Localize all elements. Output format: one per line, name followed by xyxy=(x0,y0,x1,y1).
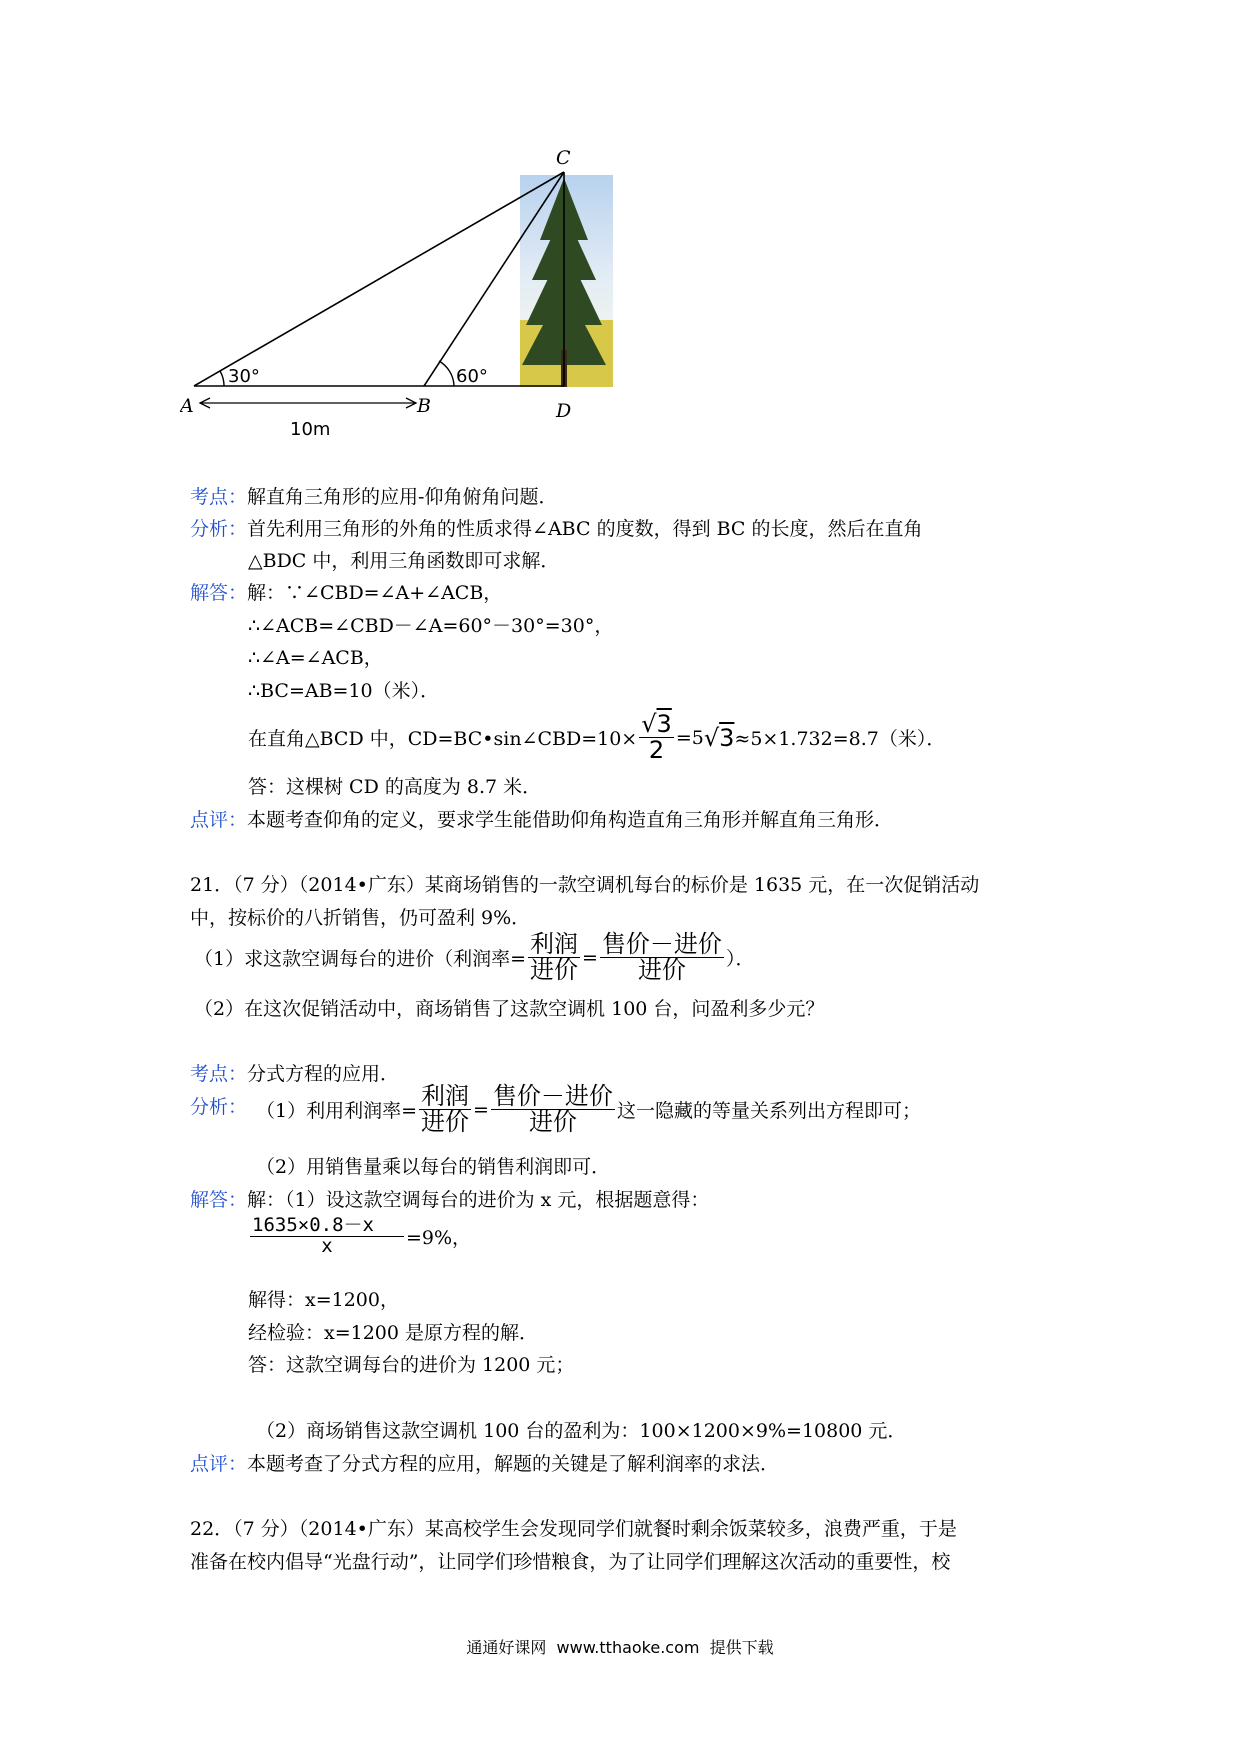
sqrt3-numerator: √3 xyxy=(641,710,672,738)
profit-rate-fraction-2 xyxy=(600,932,724,983)
kaodian-text: 解直角三角形的应用-仰角俯角问题． xyxy=(247,486,558,508)
fenxi-post: 这一隐藏的等量关系列出方程即可； xyxy=(616,1100,921,1123)
fenxi-pre: （1）利用利润率= xyxy=(256,1100,418,1123)
eq-denominator: x xyxy=(321,1234,333,1257)
frac-num: 售价－进价 xyxy=(601,930,722,958)
q20-kaodian: 考点：解直角三角形的应用-仰角俯角问题． xyxy=(190,486,558,508)
q21-stem-line2: 中，按标价的八折销售，仍可盈利 9%． xyxy=(190,907,531,929)
label-jieda: 解答 xyxy=(190,582,229,604)
frac-num: 利润 xyxy=(530,930,579,958)
profit-rate-fraction-4 xyxy=(491,1084,615,1135)
label-angle-A: 30° xyxy=(228,366,260,387)
sqrt3-over-2-fraction xyxy=(639,712,674,763)
q22-stem-line2: 准备在校内倡导“光盘行动”，让同学们珍惜粮食，为了让同学们理解这次活动的重要性，校 xyxy=(190,1551,951,1573)
fraction-denominator: 2 xyxy=(648,736,665,765)
q20-jieda-line5 xyxy=(248,712,945,763)
label-A: A xyxy=(180,395,194,417)
q21-jieda-line5: 答：这款空调每台的进价为 1200 元； xyxy=(248,1354,575,1376)
q20-jieda-line2: ∴∠ACB=∠CBD－∠A=60°－30°=30°， xyxy=(248,615,614,637)
q22-stem-line1: 22．（7 分）（2014•广东）某高校学生会发现同学们就餐时剩余饭菜较多，浪费严重，于是 xyxy=(190,1518,957,1540)
label-D: D xyxy=(556,400,572,422)
q21-fenxi-label: 分析： xyxy=(190,1096,248,1118)
part1-post: ）． xyxy=(725,948,755,971)
part1-pre: （1）求这款空调每台的进价（利润率= xyxy=(194,948,527,971)
triangle-tree-figure xyxy=(180,150,640,440)
dianping-text: 本题考查仰角的定义，要求学生能借助仰角构造直角三角形并解直角三角形． xyxy=(247,809,894,831)
jieda-line: 解：（1）设这款空调每台的进价为 x 元，根据题意得： xyxy=(247,1189,710,1211)
page-footer: 通通好课网 www.tthaoke.com 提供下载 xyxy=(466,1638,774,1657)
q21-equation xyxy=(248,1216,471,1257)
q21-jieda-line4: 经检验：x=1200 是原方程的解． xyxy=(248,1322,539,1344)
frac-den: 进价 xyxy=(637,956,686,985)
dianping-text: 本题考查了分式方程的应用，解题的关键是了解利润率的求法． xyxy=(247,1453,780,1475)
q20-dianping: 点评：本题考查仰角的定义，要求学生能借助仰角构造直角三角形并解直角三角形． xyxy=(190,809,894,831)
eq-numerator: 1635×0.8－x xyxy=(250,1216,404,1237)
label-fenxi: 分析 xyxy=(190,1096,229,1118)
label-angle-B: 60° xyxy=(456,366,488,387)
jieda-line: 解：∵∠CBD=∠A+∠ACB， xyxy=(247,582,503,604)
cd-formula-mid: =5 xyxy=(675,726,704,749)
q21-jieda-line6: （2）商场销售这款空调机 100 台的盈利为：100×1200×9%=10800 元． xyxy=(256,1420,907,1442)
fenxi-text: 首先利用三角形的外角的性质求得∠ABC 的度数，得到 BC 的长度，然后在直角 xyxy=(247,518,923,540)
q21-dianping: 点评：本题考查了分式方程的应用，解题的关键是了解利润率的求法． xyxy=(190,1453,780,1475)
label-kaodian: 考点 xyxy=(190,486,229,508)
cd-formula-post: ≈5×1.732=8.7（米）． xyxy=(734,728,946,751)
q20-jieda-line3: ∴∠A=∠ACB， xyxy=(248,647,383,669)
q21-fenxi-line1: （1）利用利润率= $\frac{\text{利润}}{\text{进价}}$ = $\frac{\text{售价－进价}}{\text{进价}}$ 这一隐藏的等量关系列出方程即可； xyxy=(256,1082,921,1137)
q20-fenxi: 分析：首先利用三角形的外角的性质求得∠ABC 的度数，得到 BC 的长度，然后在直角 xyxy=(190,518,923,540)
label-fenxi: 分析 xyxy=(190,518,229,540)
angle-arc-A xyxy=(220,371,224,386)
label-dianping: 点评 xyxy=(190,1453,229,1475)
label-C: C xyxy=(556,150,571,169)
label-B: B xyxy=(417,395,431,417)
eq-rhs: =9%， xyxy=(405,1226,472,1249)
q20-jieda: 解答：解：∵∠CBD=∠A+∠ACB， xyxy=(190,582,503,604)
frac-den: 进价 xyxy=(530,956,579,985)
q20-jieda-line4: ∴BC=AB=10（米）． xyxy=(248,680,440,702)
q21-fenxi-line2: （2）用销售量乘以每台的销售利润即可． xyxy=(256,1156,611,1178)
label-dianping: 点评 xyxy=(190,809,229,831)
frac-den: 进价 xyxy=(421,1108,470,1137)
q20-jieda-line6: 答：这棵树 CD 的高度为 8.7 米． xyxy=(248,776,542,798)
cd-formula-pre: 在直角△BCD 中，CD=BC•sin∠CBD=10× xyxy=(248,728,638,751)
q20-fenxi-line2: △BDC 中，利用三角函数即可求解． xyxy=(248,550,560,572)
line-AC xyxy=(194,172,564,386)
label-kaodian: 考点 xyxy=(190,1063,229,1085)
frac-num: 售价－进价 xyxy=(492,1082,613,1110)
label-jieda: 解答 xyxy=(190,1189,229,1211)
q21-stem-line1: 21．（7 分）（2014•广东）某商场销售的一款空调机每台的标价是 1635 元，在一次促销活动 xyxy=(190,874,980,896)
q21-jieda-line3: 解得：x=1200， xyxy=(248,1289,399,1311)
sqrt3-symbol: √3 xyxy=(703,723,735,752)
q21-part2: （2）在这次促销活动中，商场销售了这款空调机 100 台，问盈利多少元？ xyxy=(194,998,825,1020)
profit-rate-fraction-3 xyxy=(419,1084,471,1135)
q21-jieda: 解答：解：（1）设这款空调每台的进价为 x 元，根据题意得： xyxy=(190,1189,710,1211)
q21-kaodian: 考点：分式方程的应用． xyxy=(190,1063,400,1085)
frac-den: 进价 xyxy=(528,1108,577,1137)
frac-num: 利润 xyxy=(421,1082,470,1110)
q21-part1: （1）求这款空调每台的进价（利润率= $\frac{\text{利润}}{\text{进价}}$ = $\frac{\text{售价－进价}}{\text{进价}}$ ）． xyxy=(194,930,755,985)
angle-arc-B xyxy=(439,361,454,386)
equation-fraction xyxy=(250,1216,404,1257)
profit-rate-fraction-1 xyxy=(528,932,580,983)
label-distance: 10m xyxy=(290,419,331,440)
kaodian-text: 分式方程的应用． xyxy=(247,1063,400,1085)
